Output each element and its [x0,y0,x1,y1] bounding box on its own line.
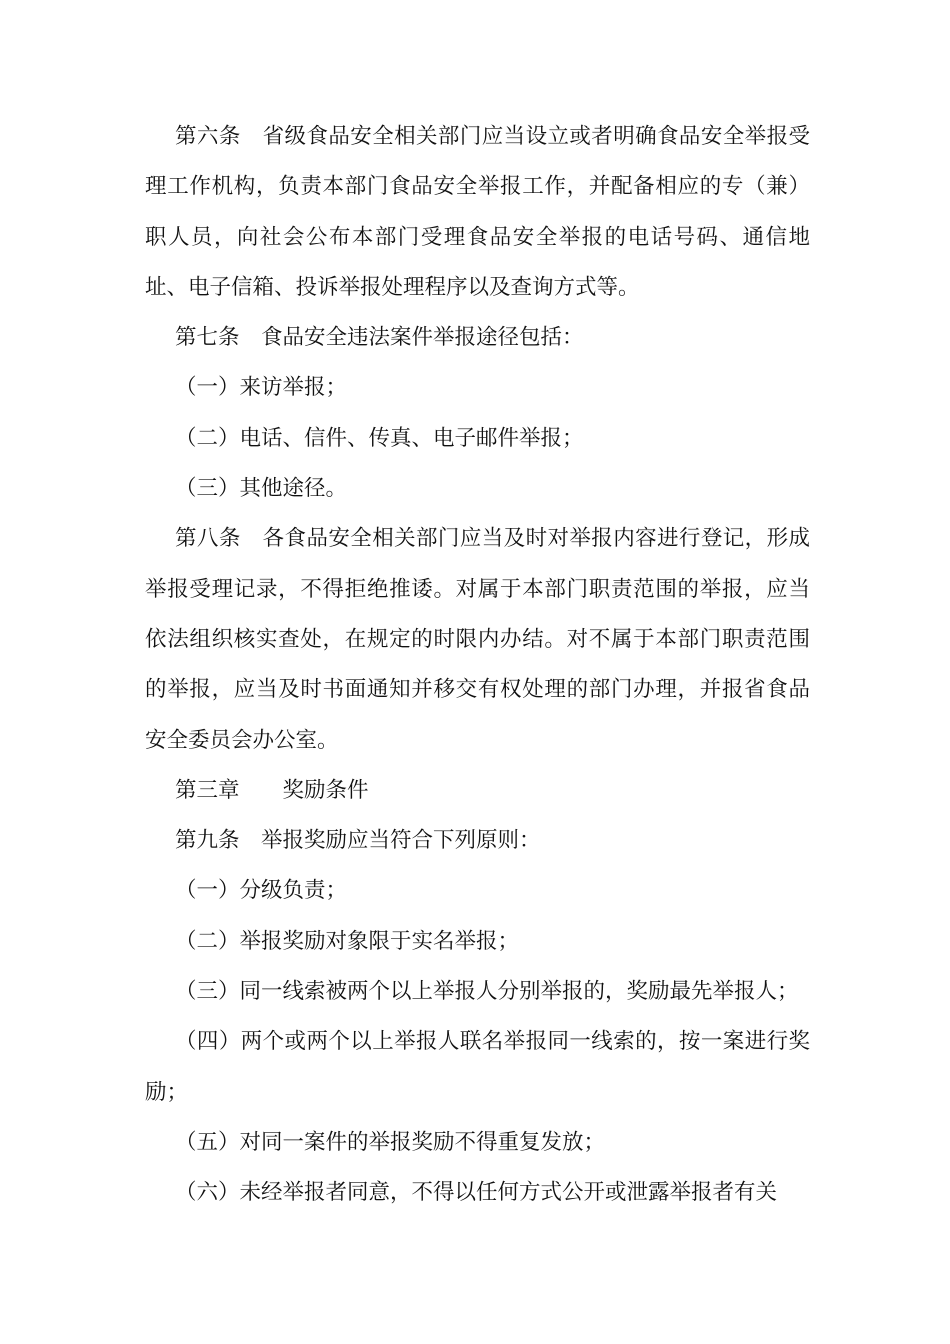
article-9-paragraph: 第九条 举报奖励应当符合下列原则： [175,828,541,854]
list-item: （一）分级负责； [175,878,348,904]
article-7-paragraph: 第七条 食品安全违法案件举报途径包括： [175,325,584,351]
document-body [145,112,810,1219]
list-item: （二）举报奖励对象限于实名举报； [175,928,520,954]
list-item: （二）电话、信件、传真、电子邮件举报； [175,425,584,451]
list-item: （六）未经举报者同意，不得以任何方式公开或泄露举报者有关 [175,1180,778,1206]
list-item: （三）同一线索被两个以上举报人分别举报的，奖励最先举报人； [175,979,799,1005]
list-item: （四）两个或两个以上举报人联名举报同一线索的，按一案进行奖励； [145,1029,810,1105]
chapter-heading: 第三章 奖励条件 [175,777,369,803]
list-item: （五）对同一案件的举报奖励不得重复发放； [175,1129,606,1155]
list-item: （三）其他途径。 [175,476,348,502]
list-item: （一）来访举报； [175,375,348,401]
article-8-paragraph: 第八条 各食品安全相关部门应当及时对举报内容进行登记，形成举报受理记录，不得拒绝推诿。对属于本部门职责范围的举报，应当依法组织核实查处，在规定的时限内办结。对不属于本部门职责范围的举报，应当及时书面通知并移交有权处理的部门办理，并报省食品安全委员会办公室。 [145,526,810,753]
article-6-paragraph: 第六条 省级食品安全相关部门应当设立或者明确食品安全举报受理工作机构，负责本部门食品安全举报工作，并配备相应的专（兼）职人员，向社会公布本部门受理食品安全举报的电话号码、通信地址、电子信箱、投诉举报处理程序以及查询方式等。 [145,124,810,300]
